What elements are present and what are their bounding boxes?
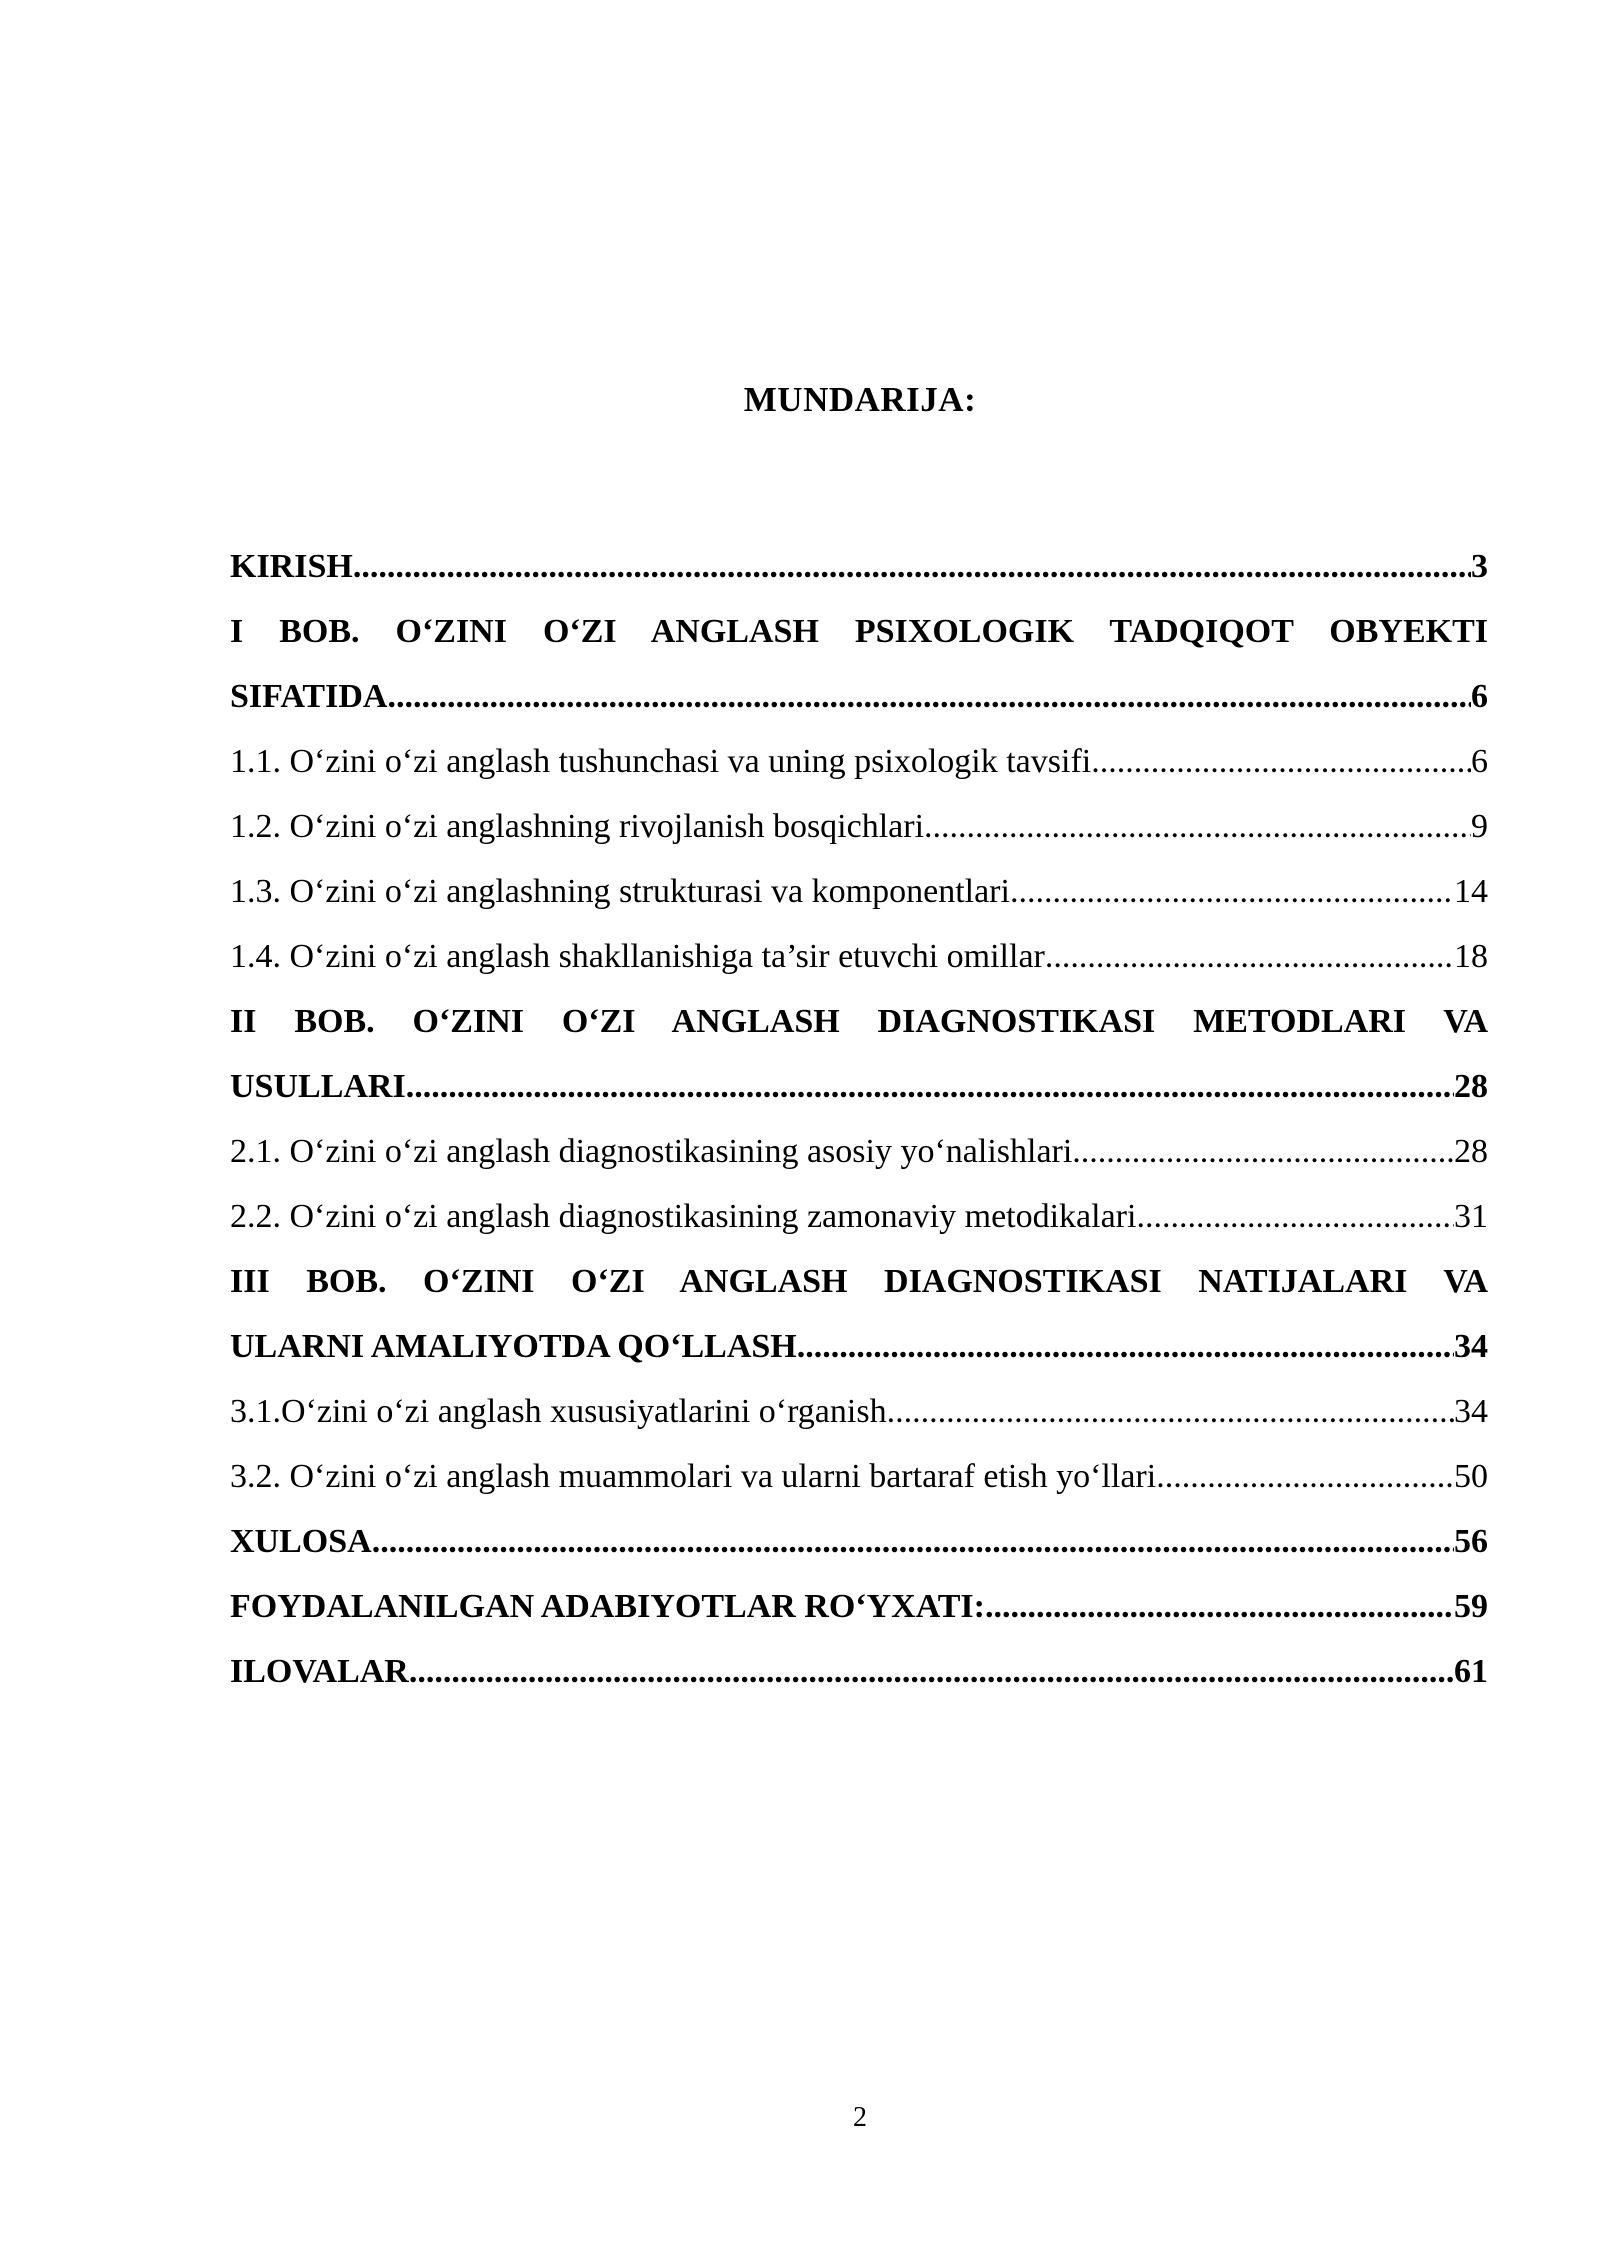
toc-entry-label: 1.1. O‘zini o‘zi anglash tushunchasi va uning psixologik tavsifi	[230, 743, 1092, 780]
toc-entry-chapter-3-line1[interactable]	[230, 1249, 1488, 1314]
toc-entry-page: 9	[1471, 808, 1488, 845]
toc-entry-page: 18	[1454, 938, 1488, 975]
toc-leader-dots	[1072, 1119, 1454, 1184]
toc-entry-chapter-2-line1[interactable]	[230, 989, 1488, 1054]
toc-leader-dots	[353, 534, 1471, 599]
toc-entry-3-2[interactable]	[230, 1444, 1488, 1509]
toc-leader-dots	[372, 1509, 1454, 1574]
toc-leader-dots	[1010, 859, 1454, 924]
toc-entry-label: II BOB. O‘ZINI O‘ZI ANGLASH DIAGNOSTIKASI METODLARI VA	[230, 1003, 1488, 1040]
toc-entry-chapter-1[interactable]	[230, 664, 1488, 729]
toc-entry-label: XULOSA	[230, 1523, 372, 1560]
toc-entry-page: 34	[1454, 1393, 1488, 1430]
toc-entry-label: SIFATIDA	[230, 678, 388, 715]
toc-leader-dots	[406, 1054, 1454, 1119]
toc-entry-page: 28	[1454, 1068, 1488, 1105]
toc-leader-dots	[985, 1574, 1454, 1639]
toc-entry-label: FOYDALANILGAN ADABIYOTLAR RO‘YXATI:	[230, 1588, 985, 1625]
toc-leader-dots	[797, 1314, 1454, 1379]
toc-leader-dots	[1091, 729, 1471, 794]
page-number: 2	[853, 2102, 867, 2133]
toc-entry-label: I BOB. O‘ZINI O‘ZI ANGLASH PSIXOLOGIK TADQIQOT OBYEKTI	[230, 613, 1488, 650]
toc-entry-ilovalar[interactable]	[230, 1639, 1488, 1704]
toc-entry-1-2[interactable]	[230, 794, 1488, 859]
toc-entry-references[interactable]	[230, 1574, 1488, 1639]
toc-leader-dots	[387, 664, 1471, 729]
toc-entry-page: 50	[1454, 1458, 1488, 1495]
toc-entry-label: III BOB. O‘ZINI O‘ZI ANGLASH DIAGNOSTIKASI NATIJALARI VA	[230, 1263, 1488, 1300]
table-of-contents	[230, 534, 1488, 1704]
toc-entry-label: 2.2. O‘zini o‘zi anglash diagnostikasining zamonaviy metodikalari	[230, 1198, 1137, 1235]
toc-entry-label: KIRISH	[230, 548, 353, 585]
toc-entry-xulosa[interactable]	[230, 1509, 1488, 1574]
toc-leader-dots	[924, 794, 1471, 859]
toc-entry-label: ULARNI AMALIYOTDA QO‘LLASH	[230, 1328, 797, 1365]
toc-entry-page: 28	[1454, 1133, 1488, 1170]
toc-entry-chapter-3[interactable]	[230, 1314, 1488, 1379]
toc-entry-chapter-1-line1[interactable]	[230, 599, 1488, 664]
toc-entry-page: 6	[1471, 743, 1488, 780]
toc-entry-page: 61	[1454, 1653, 1488, 1690]
toc-entry-label: USULLARI	[230, 1068, 406, 1105]
toc-entry-page: 59	[1454, 1588, 1488, 1625]
toc-leader-dots	[887, 1379, 1454, 1444]
toc-entry-page: 6	[1471, 678, 1488, 715]
toc-leader-dots	[409, 1639, 1454, 1704]
toc-entry-page: 31	[1454, 1198, 1488, 1235]
toc-leader-dots	[1156, 1444, 1454, 1509]
toc-entry-page: 14	[1454, 873, 1488, 910]
toc-entry-chapter-2[interactable]	[230, 1054, 1488, 1119]
toc-entry-label: 2.1. O‘zini o‘zi anglash diagnostikasining asosiy yo‘nalishlari	[230, 1133, 1073, 1170]
toc-entry-label: 1.3. O‘zini o‘zi anglashning strukturasi va komponentlari	[230, 873, 1010, 910]
toc-entry-2-2[interactable]	[230, 1184, 1488, 1249]
toc-entry-page: 56	[1454, 1523, 1488, 1560]
toc-entry-page: 34	[1454, 1328, 1488, 1365]
toc-entry-1-1[interactable]	[230, 729, 1488, 794]
toc-entry-1-4[interactable]	[230, 924, 1488, 989]
toc-entry-label: 1.4. O‘zini o‘zi anglash shakllanishiga ta’sir etuvchi omillar	[230, 938, 1045, 975]
toc-entry-kirish[interactable]	[230, 534, 1488, 599]
toc-entry-label: 3.1.O‘zini o‘zi anglash xususiyatlarini o‘rganish	[230, 1393, 887, 1430]
toc-entry-page: 3	[1471, 548, 1488, 585]
toc-entry-label: ILOVALAR	[230, 1653, 409, 1690]
toc-entry-label: 3.2. O‘zini o‘zi anglash muammolari va ularni bartaraf etish yo‘llari	[230, 1458, 1157, 1495]
toc-entry-2-1[interactable]	[230, 1119, 1488, 1184]
toc-leader-dots	[1136, 1184, 1454, 1249]
toc-entry-label: 1.2. O‘zini o‘zi anglashning rivojlanish bosqichlari	[230, 808, 925, 845]
toc-title: MUNDARIJA:	[743, 380, 977, 419]
toc-leader-dots	[1045, 924, 1454, 989]
toc-entry-1-3[interactable]	[230, 859, 1488, 924]
toc-entry-3-1[interactable]	[230, 1379, 1488, 1444]
